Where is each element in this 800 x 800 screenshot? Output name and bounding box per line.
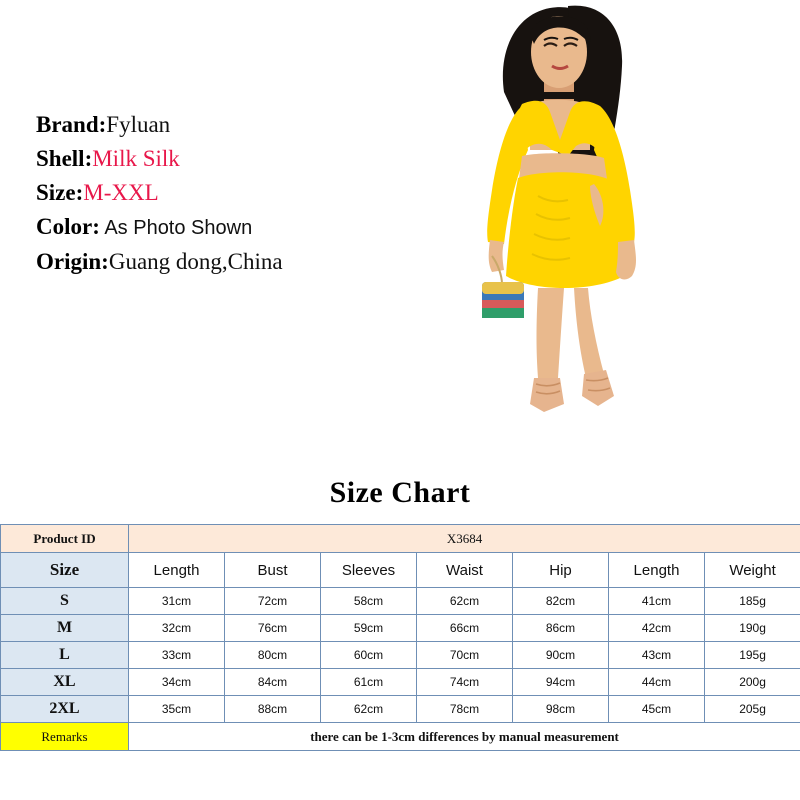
cell-hip: 94cm bbox=[513, 669, 609, 696]
spec-value-size: M-XXL bbox=[83, 180, 159, 205]
remarks-row bbox=[1, 723, 800, 751]
cell-length-2: 43cm bbox=[609, 642, 705, 669]
column-header-length: Length bbox=[129, 553, 225, 588]
spec-list bbox=[36, 108, 466, 279]
cell-size: XL bbox=[1, 669, 129, 696]
column-header-length-2: Length bbox=[609, 553, 705, 588]
spec-row-brand bbox=[36, 108, 466, 142]
cell-waist: 66cm bbox=[417, 615, 513, 642]
spec-row-size bbox=[36, 176, 466, 210]
size-chart-header-row bbox=[1, 553, 800, 588]
product-id-value: X3684 bbox=[129, 525, 800, 553]
cell-hip: 86cm bbox=[513, 615, 609, 642]
product-id-row bbox=[1, 525, 800, 553]
column-header-hip: Hip bbox=[513, 553, 609, 588]
cell-length: 32cm bbox=[129, 615, 225, 642]
spec-label-shell: Shell: bbox=[36, 146, 93, 171]
cell-waist: 70cm bbox=[417, 642, 513, 669]
cell-weight: 185g bbox=[705, 588, 800, 615]
cell-sleeves: 61cm bbox=[321, 669, 417, 696]
product-model-photo bbox=[418, 0, 718, 440]
cell-weight: 195g bbox=[705, 642, 800, 669]
cell-length: 31cm bbox=[129, 588, 225, 615]
cell-size: L bbox=[1, 642, 129, 669]
column-header-waist: Waist bbox=[417, 553, 513, 588]
cell-length: 33cm bbox=[129, 642, 225, 669]
column-header-bust: Bust bbox=[225, 553, 321, 588]
size-chart-title: Size Chart bbox=[329, 476, 471, 509]
cell-length-2: 45cm bbox=[609, 696, 705, 723]
spec-row-origin bbox=[36, 245, 466, 279]
remarks-text: there can be 1-3cm differences by manual measurement bbox=[129, 723, 800, 751]
cell-length-2: 42cm bbox=[609, 615, 705, 642]
cell-waist: 78cm bbox=[417, 696, 513, 723]
cell-hip: 82cm bbox=[513, 588, 609, 615]
cell-bust: 80cm bbox=[225, 642, 321, 669]
spec-value-shell: Milk Silk bbox=[92, 146, 180, 171]
cell-sleeves: 62cm bbox=[321, 696, 417, 723]
column-header-sleeves: Sleeves bbox=[321, 553, 417, 588]
cell-size: S bbox=[1, 588, 129, 615]
spec-label-color: Color: bbox=[36, 214, 100, 239]
column-header-weight: Weight bbox=[705, 553, 800, 588]
cell-waist: 62cm bbox=[417, 588, 513, 615]
table-row bbox=[1, 642, 800, 669]
table-row bbox=[1, 669, 800, 696]
table-row bbox=[1, 615, 800, 642]
table-row bbox=[1, 588, 800, 615]
cell-sleeves: 60cm bbox=[321, 642, 417, 669]
cell-size: 2XL bbox=[1, 696, 129, 723]
cell-length: 35cm bbox=[129, 696, 225, 723]
size-chart-table bbox=[0, 524, 800, 751]
spec-row-shell bbox=[36, 142, 466, 176]
cell-hip: 98cm bbox=[513, 696, 609, 723]
spec-label-origin: Origin: bbox=[36, 249, 109, 274]
spec-value-color: As Photo Shown bbox=[99, 217, 253, 239]
cell-sleeves: 59cm bbox=[321, 615, 417, 642]
table-row bbox=[1, 696, 800, 723]
cell-length-2: 41cm bbox=[609, 588, 705, 615]
cell-bust: 72cm bbox=[225, 588, 321, 615]
spec-label-size: Size: bbox=[36, 180, 84, 205]
cell-weight: 190g bbox=[705, 615, 800, 642]
cell-bust: 88cm bbox=[225, 696, 321, 723]
cell-weight: 200g bbox=[705, 669, 800, 696]
spec-row-color bbox=[36, 210, 466, 245]
cell-size: M bbox=[1, 615, 129, 642]
cell-bust: 76cm bbox=[225, 615, 321, 642]
remarks-label: Remarks bbox=[1, 723, 129, 751]
cell-sleeves: 58cm bbox=[321, 588, 417, 615]
product-id-label: Product ID bbox=[1, 525, 129, 553]
cell-length: 34cm bbox=[129, 669, 225, 696]
cell-length-2: 44cm bbox=[609, 669, 705, 696]
spec-label-brand: Brand: bbox=[36, 112, 107, 137]
column-header-size: Size bbox=[1, 553, 129, 588]
cell-weight: 205g bbox=[705, 696, 800, 723]
cell-hip: 90cm bbox=[513, 642, 609, 669]
cell-waist: 74cm bbox=[417, 669, 513, 696]
cell-bust: 84cm bbox=[225, 669, 321, 696]
spec-value-brand: Fyluan bbox=[106, 112, 171, 137]
spec-value-origin: Guang dong,China bbox=[108, 249, 283, 274]
